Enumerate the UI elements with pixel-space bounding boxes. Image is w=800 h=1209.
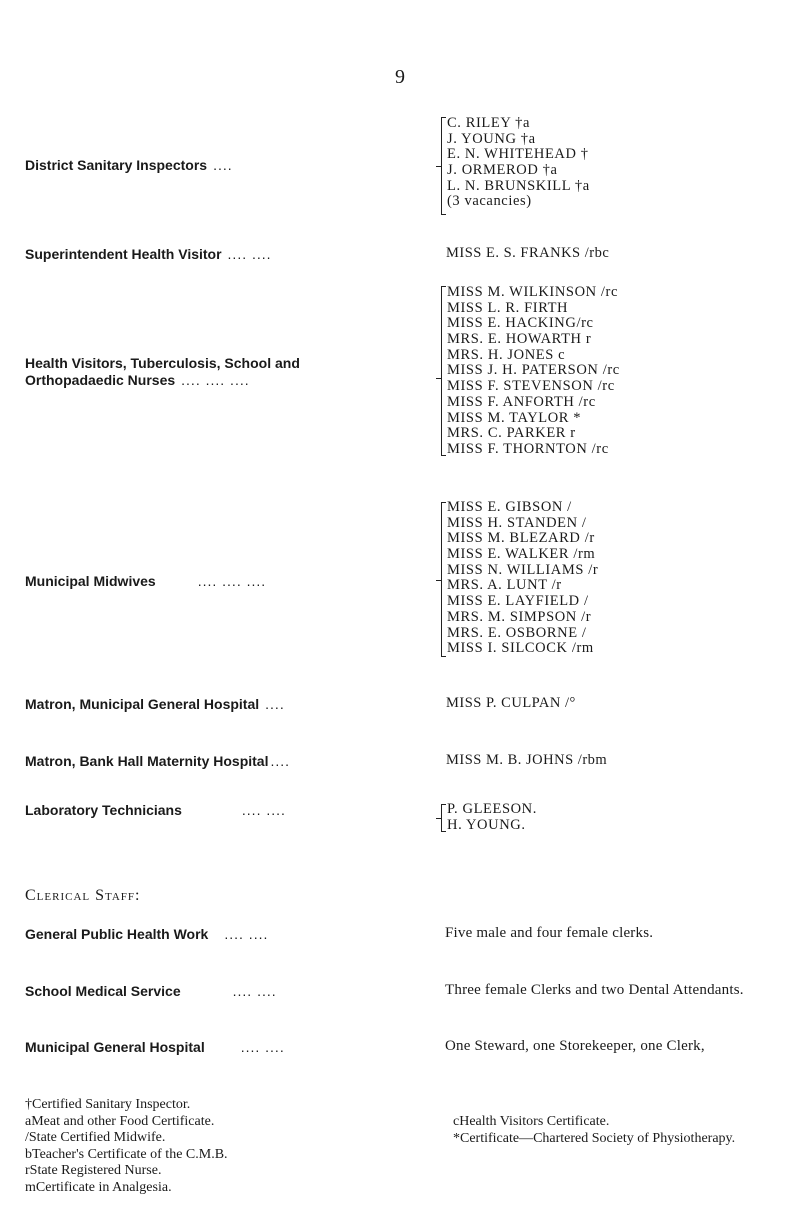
list-item: C. RILEY †a xyxy=(447,115,530,131)
list-item: MISS E. WALKER /rm xyxy=(447,546,596,563)
list-item: MRS. C. PARKER r xyxy=(447,425,576,442)
footnote: *Certificate—Chartered Society of Physiotherapy. xyxy=(453,1130,736,1146)
leader-dots: .... .... xyxy=(227,246,272,262)
brace xyxy=(441,286,442,456)
clerical-row-label-text: School Medical Service xyxy=(25,983,181,999)
list-item: MISS N. WILLIAMS /r xyxy=(447,561,599,578)
midwives-list xyxy=(447,500,598,657)
clerical-row-label xyxy=(25,983,277,999)
midwives-label-text: Municipal Midwives xyxy=(25,573,156,589)
brace xyxy=(441,502,442,657)
list-item: MISS M. WILKINSON /rc xyxy=(447,284,619,300)
list-item: J. ORMEROD †a xyxy=(447,162,558,179)
list-item: MRS. H. JONES c xyxy=(447,346,566,363)
list-item: P. GLEESON. xyxy=(447,801,537,817)
footnotes-right xyxy=(453,1114,735,1147)
list-item: MRS. A. LUNT /r xyxy=(447,577,562,594)
list-item: (3 vacancies) xyxy=(447,193,532,210)
list-item: MISS L. R. FIRTH xyxy=(447,299,569,316)
footnote: †Certified Sanitary Inspector. xyxy=(25,1097,191,1112)
list-item: MISS I. SILCOCK /rm xyxy=(447,640,594,657)
list-item: MISS E. HACKING/rc xyxy=(447,315,594,332)
sanitary-inspectors-label-text: District Sanitary Inspectors xyxy=(25,157,208,173)
leader-dots: .... .... xyxy=(241,802,286,818)
list-item: MRS. E. HOWARTH r xyxy=(447,331,592,348)
matron-bank-value: MISS M. B. JOHNS /rbm xyxy=(446,752,608,768)
matron-bank-label-text: Matron, Bank Hall Maternity Hospital xyxy=(25,753,269,769)
clerical-row-label xyxy=(25,926,268,942)
lab-label-text: Laboratory Technicians xyxy=(25,802,182,818)
health-visitor-label xyxy=(25,246,272,262)
brace xyxy=(441,804,442,832)
list-item: MRS. M. SIMPSON /r xyxy=(447,608,592,625)
lab-label xyxy=(25,802,286,818)
list-item: MISS J. H. PATERSON /rc xyxy=(447,362,620,379)
list-item: L. N. BRUNSKILL †a xyxy=(447,177,590,194)
clerical-row-label-text: General Public Health Work xyxy=(25,926,209,942)
sanitary-inspectors-label xyxy=(25,157,233,173)
lab-list xyxy=(447,802,537,833)
list-item: MISS F. THORNTON /rc xyxy=(447,440,609,457)
list-item: E. N. WHITEHEAD † xyxy=(447,146,589,163)
health-visitor-label-text: Superintendent Health Visitor xyxy=(25,246,222,262)
leader-dots: .... .... .... xyxy=(181,372,250,388)
list-item: MISS M. BLEZARD /r xyxy=(447,530,595,547)
leader-dots: .... xyxy=(213,157,233,173)
list-item: H. YOUNG. xyxy=(447,816,526,833)
leader-dots: .... xyxy=(265,696,285,712)
footnote: aMeat and other Food Certificate. xyxy=(25,1113,215,1129)
health-visitor-value: MISS E. S. FRANKS /rbc xyxy=(446,245,610,261)
matron-general-label xyxy=(25,696,285,712)
sanitary-inspectors-list xyxy=(447,116,590,210)
footnotes-left xyxy=(25,1097,228,1196)
leader-dots: .... .... xyxy=(240,1039,285,1055)
list-item: MISS F. STEVENSON /rc xyxy=(447,378,615,395)
clerical-row-value: One Steward, one Storekeeper, one Clerk, xyxy=(445,1038,705,1054)
footnote: bTeacher's Certificate of the C.M.B. xyxy=(25,1146,228,1162)
footnote: mCertificate in Analgesia. xyxy=(25,1179,172,1195)
midwives-label xyxy=(25,573,266,589)
leader-dots: .... xyxy=(270,753,291,769)
matron-bank-label xyxy=(25,753,290,769)
clerical-row-label-text: Municipal General Hospital xyxy=(25,1039,205,1055)
list-item: MRS. E. OSBORNE / xyxy=(447,624,587,641)
clerical-row-label xyxy=(25,1039,285,1055)
tb-nurses-list xyxy=(447,285,620,458)
clerical-row-value: Five male and four female clerks. xyxy=(445,925,654,941)
footnote: /State Certified Midwife. xyxy=(25,1130,166,1145)
list-item: MISS F. ANFORTH /rc xyxy=(447,393,596,410)
tb-nurses-label-text: Orthopadaedic Nurses xyxy=(25,372,176,388)
brace xyxy=(441,117,442,215)
list-item: J. YOUNG †a xyxy=(447,130,536,147)
tb-nurses-label-line2 xyxy=(25,372,250,388)
tb-nurses-label-line1: Health Visitors, Tuberculosis, School and xyxy=(25,355,300,371)
matron-general-value: MISS P. CULPAN /° xyxy=(446,695,576,711)
list-item: MISS H. STANDEN / xyxy=(447,514,587,531)
clerical-row-value: Three female Clerks and two Dental Attendants. xyxy=(445,982,744,998)
list-item: MISS E. GIBSON / xyxy=(447,499,572,515)
list-item: MISS M. TAYLOR * xyxy=(447,409,582,426)
clerical-heading: Clerical Staff: xyxy=(25,887,141,904)
page-number: 9 xyxy=(395,66,405,88)
leader-dots: .... .... xyxy=(232,983,277,999)
matron-general-label-text: Matron, Municipal General Hospital xyxy=(25,696,260,712)
leader-dots: .... .... .... xyxy=(197,573,267,589)
leader-dots: .... .... xyxy=(224,926,269,942)
list-item: MISS E. LAYFIELD / xyxy=(447,593,589,610)
footnote: cHealth Visitors Certificate. xyxy=(453,1114,610,1129)
footnote: rState Registered Nurse. xyxy=(25,1163,162,1178)
